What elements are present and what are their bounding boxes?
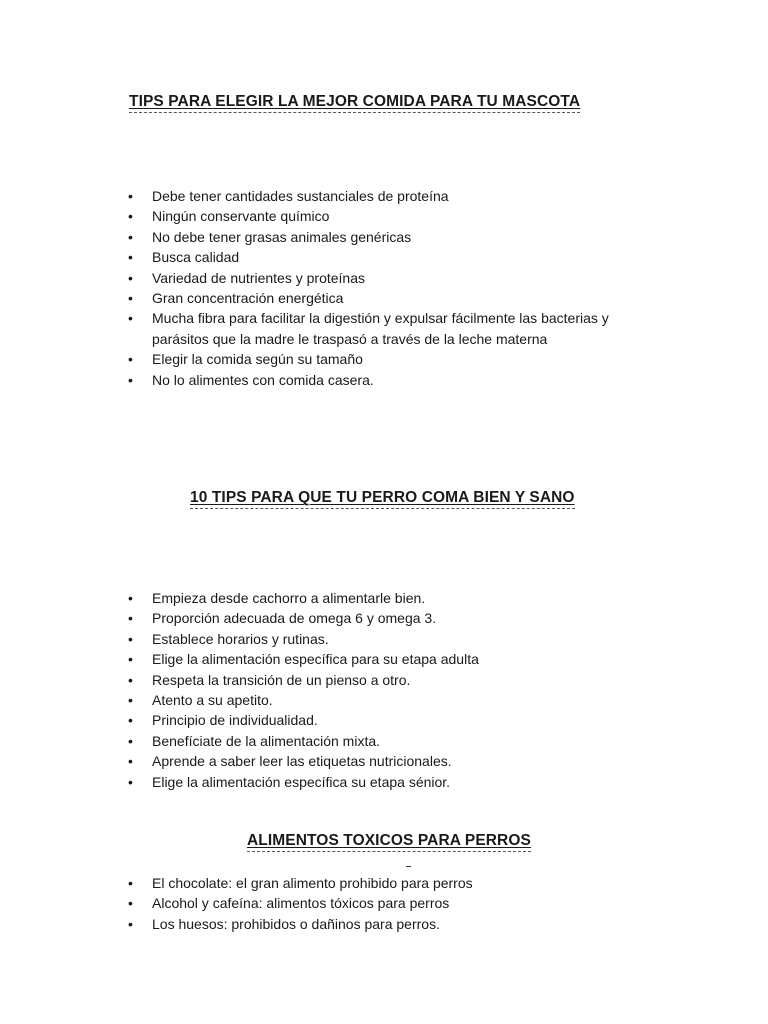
list-item: • Mucha fibra para facilitar la digestión y expulsar fácilmente las bacterias y parásitos que la madre le traspasó a través de la leche materna [128, 308, 668, 349]
section-heading-10-tips: 10 TIPS PARA QUE TU PERRO COMA BIEN Y SANO [190, 489, 575, 509]
list-item: • No lo alimentes con comida casera. [128, 370, 668, 390]
ten-tips-list [128, 588, 668, 792]
section-heading-alimentos-toxicos: ALIMENTOS TOXICOS PARA PERROS [247, 832, 531, 852]
list-item: • Ningún conservante químico [128, 206, 668, 226]
list-item: • Establece horarios y rutinas. [128, 629, 668, 649]
list-item: • El chocolate: el gran alimento prohibido para perros [128, 873, 668, 893]
list-item: • Debe tener cantidades sustanciales de proteína [128, 186, 668, 206]
list-item: • Empieza desde cachorro a alimentarle bien. [128, 588, 668, 608]
list-item: • Los huesos: prohibidos o dañinos para perros. [128, 914, 668, 934]
list-item: • Busca calidad [128, 247, 668, 267]
section-heading-tips-comida: TIPS PARA ELEGIR LA MEJOR COMIDA PARA TU MASCOTA [129, 93, 580, 113]
list-item: • Benefíciate de la alimentación mixta. [128, 731, 668, 751]
list-item: • Atento a su apetito. [128, 690, 668, 710]
list-item: • Elige la alimentación específica su etapa sénior. [128, 772, 668, 792]
list-item: • No debe tener grasas animales genéricas [128, 227, 668, 247]
alimentos-toxicos-list [128, 873, 668, 934]
tips-comida-list [128, 186, 668, 390]
divider [406, 866, 411, 867]
list-item: • Elige la alimentación específica para su etapa adulta [128, 649, 668, 669]
list-item: • Respeta la transición de un pienso a otro. [128, 670, 668, 690]
list-item: • Variedad de nutrientes y proteínas [128, 268, 668, 288]
list-item: • Alcohol y cafeína: alimentos tóxicos para perros [128, 893, 668, 913]
list-item: • Aprende a saber leer las etiquetas nutricionales. [128, 751, 668, 771]
list-item: • Gran concentración energética [128, 288, 668, 308]
list-item: • Elegir la comida según su tamaño [128, 349, 668, 369]
list-item: • Principio de individualidad. [128, 710, 668, 730]
list-item: • Proporción adecuada de omega 6 y omega 3. [128, 608, 668, 628]
